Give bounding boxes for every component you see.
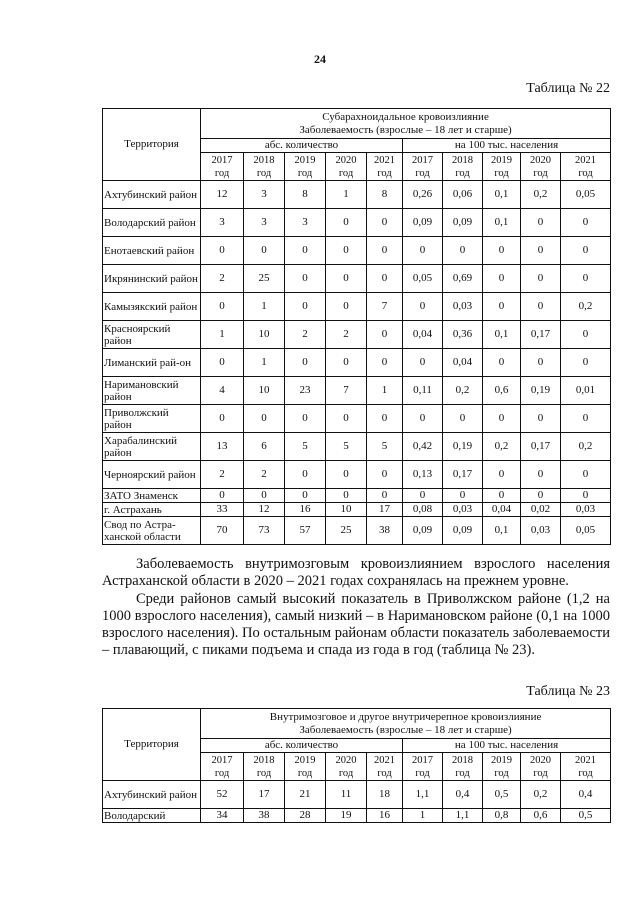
- table-row: [103, 321, 611, 349]
- year-value: 2021: [575, 754, 597, 766]
- value-cell: 0: [367, 489, 403, 503]
- year-header: [443, 153, 483, 181]
- value-cell: 0,1: [483, 321, 521, 349]
- year-header: [201, 153, 244, 181]
- territory-cell: Лиманский рай-он: [103, 349, 201, 377]
- year-value: 2018: [253, 754, 275, 766]
- value-cell: 0: [201, 405, 244, 433]
- year-word: год: [297, 767, 313, 779]
- value-cell: 57: [285, 517, 326, 545]
- value-cell: 0,04: [443, 349, 483, 377]
- value-cell: 0: [561, 405, 611, 433]
- table-row: [103, 181, 611, 209]
- value-cell: 6: [244, 433, 285, 461]
- territory-cell: Камызякский район: [103, 293, 201, 321]
- value-cell: 25: [326, 517, 367, 545]
- year-word: год: [578, 167, 593, 179]
- value-cell: 0: [367, 405, 403, 433]
- year-header: [561, 753, 611, 781]
- value-cell: 0: [201, 489, 244, 503]
- value-cell: 0,05: [403, 265, 443, 293]
- value-cell: 0: [443, 237, 483, 265]
- value-cell: 0,1: [483, 209, 521, 237]
- year-value: 2021: [374, 754, 395, 766]
- value-cell: 0,03: [443, 503, 483, 517]
- year-header: [201, 753, 244, 781]
- value-cell: 0,2: [443, 377, 483, 405]
- value-cell: 5: [285, 433, 326, 461]
- value-cell: 0: [244, 489, 285, 503]
- value-cell: 0: [403, 237, 443, 265]
- value-cell: 70: [201, 517, 244, 545]
- value-cell: 10: [326, 503, 367, 517]
- territory-cell: Ахтубинский район: [103, 181, 201, 209]
- value-cell: 0: [561, 209, 611, 237]
- value-cell: 2: [326, 321, 367, 349]
- value-cell: 0: [285, 349, 326, 377]
- value-cell: 2: [285, 321, 326, 349]
- value-cell: 0,1: [483, 517, 521, 545]
- value-cell: 0,04: [403, 321, 443, 349]
- territory-cell: Володарский район: [103, 209, 201, 237]
- value-cell: 28: [285, 809, 326, 823]
- value-cell: 0: [326, 461, 367, 489]
- value-cell: 3: [244, 209, 285, 237]
- value-cell: 0: [561, 237, 611, 265]
- abs-count-header: абс. количество: [201, 139, 403, 153]
- value-cell: 0: [483, 293, 521, 321]
- territory-cell: г. Астрахань: [103, 503, 201, 517]
- year-header: [403, 753, 443, 781]
- value-cell: 0: [521, 293, 561, 321]
- value-cell: 0,06: [443, 181, 483, 209]
- value-cell: 73: [244, 517, 285, 545]
- value-cell: 12: [244, 503, 285, 517]
- value-cell: 0,5: [483, 781, 521, 809]
- table-row: [103, 377, 611, 405]
- year-header: [285, 753, 326, 781]
- value-cell: 0,03: [521, 517, 561, 545]
- year-value: 2021: [374, 154, 395, 166]
- value-cell: 0: [326, 489, 367, 503]
- table-22-title-line1: Субарахноидальное кровоизлияние: [322, 110, 489, 123]
- value-cell: 0: [367, 461, 403, 489]
- value-cell: 0: [403, 405, 443, 433]
- value-cell: 12: [201, 181, 244, 209]
- table-22-title: [201, 109, 611, 139]
- year-header: [483, 153, 521, 181]
- year-word: год: [297, 167, 313, 179]
- year-value: 2020: [335, 754, 357, 766]
- value-cell: 21: [285, 781, 326, 809]
- year-header: [244, 153, 285, 181]
- value-cell: 10: [244, 321, 285, 349]
- value-cell: 0,01: [561, 377, 611, 405]
- value-cell: 0,04: [483, 503, 521, 517]
- value-cell: 0,69: [443, 265, 483, 293]
- table-23: [102, 708, 611, 823]
- value-cell: 1: [367, 377, 403, 405]
- year-word: год: [415, 767, 430, 779]
- year-header: [521, 153, 561, 181]
- abs-count-header: абс. количество: [201, 739, 403, 753]
- value-cell: 0,02: [521, 503, 561, 517]
- value-cell: 13: [201, 433, 244, 461]
- value-cell: 0,5: [561, 809, 611, 823]
- table-row: [103, 809, 611, 823]
- year-header: [326, 753, 367, 781]
- table-row: [103, 237, 611, 265]
- value-cell: 1: [403, 809, 443, 823]
- value-cell: 18: [367, 781, 403, 809]
- value-cell: 7: [367, 293, 403, 321]
- value-cell: 17: [244, 781, 285, 809]
- value-cell: 0: [285, 461, 326, 489]
- value-cell: 0: [483, 237, 521, 265]
- page-number: 24: [314, 52, 326, 66]
- value-cell: 0: [326, 405, 367, 433]
- value-cell: 0,2: [483, 433, 521, 461]
- table-23-caption: Таблица № 23: [526, 684, 610, 699]
- year-value: 2019: [491, 754, 512, 766]
- value-cell: 1,1: [443, 809, 483, 823]
- value-cell: 0,17: [521, 433, 561, 461]
- year-value: 2019: [294, 154, 316, 166]
- year-header: [561, 153, 611, 181]
- year-word: год: [455, 767, 470, 779]
- territory-header: Территория: [103, 109, 201, 181]
- value-cell: 0: [561, 489, 611, 503]
- table-row: [103, 405, 611, 433]
- table-row: [103, 503, 611, 517]
- year-word: год: [377, 167, 392, 179]
- value-cell: 0: [561, 321, 611, 349]
- table-22: [102, 108, 611, 545]
- year-value: 2017: [412, 154, 433, 166]
- value-cell: 3: [244, 181, 285, 209]
- value-cell: 0: [521, 237, 561, 265]
- value-cell: 0: [443, 489, 483, 503]
- value-cell: 0: [403, 349, 443, 377]
- year-header: [403, 153, 443, 181]
- value-cell: 0,42: [403, 433, 443, 461]
- value-cell: 0,2: [561, 293, 611, 321]
- value-cell: 0,19: [443, 433, 483, 461]
- value-cell: 0,08: [403, 503, 443, 517]
- territory-cell: Енотаевский район: [103, 237, 201, 265]
- value-cell: 1: [244, 349, 285, 377]
- territory-cell: Володарский: [103, 809, 201, 823]
- value-cell: 16: [367, 809, 403, 823]
- table-row: [103, 517, 611, 545]
- year-value: 2017: [412, 754, 433, 766]
- value-cell: 0: [285, 293, 326, 321]
- year-word: год: [338, 767, 354, 779]
- table-23-title-line2: Заболеваемость (взрослые – 18 лет и старше): [299, 723, 512, 736]
- value-cell: 0,17: [443, 461, 483, 489]
- year-header: [326, 153, 367, 181]
- year-word: год: [415, 167, 430, 179]
- value-cell: 0,19: [521, 377, 561, 405]
- table-row: [103, 461, 611, 489]
- value-cell: 0: [483, 405, 521, 433]
- value-cell: 1,1: [403, 781, 443, 809]
- value-cell: 0,4: [443, 781, 483, 809]
- table-row: [103, 293, 611, 321]
- value-cell: 0: [521, 489, 561, 503]
- year-word: год: [533, 767, 548, 779]
- value-cell: 0,05: [561, 517, 611, 545]
- table-row: [103, 349, 611, 377]
- value-cell: 0: [367, 265, 403, 293]
- territory-cell: Икрянинский район: [103, 265, 201, 293]
- value-cell: 10: [244, 377, 285, 405]
- value-cell: 0,09: [443, 209, 483, 237]
- year-word: год: [578, 767, 593, 779]
- value-cell: 0: [483, 461, 521, 489]
- value-cell: 7: [326, 377, 367, 405]
- year-word: год: [377, 767, 392, 779]
- year-word: год: [494, 167, 509, 179]
- value-cell: 0: [521, 405, 561, 433]
- year-value: 2018: [253, 154, 275, 166]
- territory-header: Территория: [103, 709, 201, 781]
- value-cell: 0,09: [443, 517, 483, 545]
- value-cell: 0,36: [443, 321, 483, 349]
- table-23-title: [201, 709, 611, 739]
- year-word: год: [533, 167, 548, 179]
- value-cell: 33: [201, 503, 244, 517]
- value-cell: 0: [483, 349, 521, 377]
- territory-cell: Харабалинский район: [103, 433, 201, 461]
- value-cell: 19: [326, 809, 367, 823]
- territory-cell: Свод по Астра-ханской области: [103, 517, 201, 545]
- value-cell: 0: [521, 461, 561, 489]
- table-row: [103, 781, 611, 809]
- value-cell: 11: [326, 781, 367, 809]
- value-cell: 0: [244, 237, 285, 265]
- year-value: 2018: [452, 754, 473, 766]
- value-cell: 0: [285, 489, 326, 503]
- year-header: [521, 753, 561, 781]
- value-cell: 0: [483, 489, 521, 503]
- value-cell: 0: [403, 293, 443, 321]
- value-cell: 0: [483, 265, 521, 293]
- value-cell: 0: [285, 237, 326, 265]
- value-cell: 0: [244, 405, 285, 433]
- year-word: год: [455, 167, 470, 179]
- year-value: 2020: [530, 154, 551, 166]
- value-cell: 0: [285, 405, 326, 433]
- year-header: [244, 753, 285, 781]
- year-header: [443, 753, 483, 781]
- value-cell: 52: [201, 781, 244, 809]
- value-cell: 5: [326, 433, 367, 461]
- value-cell: 0: [201, 237, 244, 265]
- territory-cell: Ахтубинский район: [103, 781, 201, 809]
- value-cell: 8: [285, 181, 326, 209]
- value-cell: 0: [521, 349, 561, 377]
- year-word: год: [214, 767, 230, 779]
- value-cell: 0: [521, 209, 561, 237]
- value-cell: 0: [326, 349, 367, 377]
- value-cell: 0: [285, 265, 326, 293]
- value-cell: 0: [326, 293, 367, 321]
- year-header: [483, 753, 521, 781]
- year-word: год: [494, 767, 509, 779]
- territory-cell: Черноярский район: [103, 461, 201, 489]
- value-cell: 23: [285, 377, 326, 405]
- table-row: [103, 209, 611, 237]
- value-cell: 0,26: [403, 181, 443, 209]
- per-100k-header: на 100 тыс. населения: [403, 739, 611, 753]
- value-cell: 0: [367, 321, 403, 349]
- value-cell: 0,2: [521, 181, 561, 209]
- value-cell: 1: [244, 293, 285, 321]
- table-row: [103, 433, 611, 461]
- value-cell: 0,03: [561, 503, 611, 517]
- value-cell: 0,2: [521, 781, 561, 809]
- value-cell: 0: [367, 237, 403, 265]
- value-cell: 0,09: [403, 517, 443, 545]
- value-cell: 0: [561, 349, 611, 377]
- value-cell: 0: [326, 265, 367, 293]
- value-cell: 0,13: [403, 461, 443, 489]
- year-value: 2020: [335, 154, 357, 166]
- year-value: 2019: [491, 154, 512, 166]
- territory-cell: Красноярский район: [103, 321, 201, 349]
- year-word: год: [338, 167, 354, 179]
- table-row: [103, 265, 611, 293]
- value-cell: 8: [367, 181, 403, 209]
- value-cell: 0,2: [561, 433, 611, 461]
- year-header: [367, 753, 403, 781]
- territory-cell: ЗАТО Знаменск: [103, 489, 201, 503]
- value-cell: 0: [367, 209, 403, 237]
- paragraph-2: Среди районов самый высокий показатель в Приволжском районе (1,2 на 1000 взрослого населения), самый низкий – в Наримановском районе (0,1 на 1000 взрослого населения). По остальным районам области показатель заболеваемости – плавающий, с пиками подъема и спада из года в год (таблица № 23).: [102, 591, 610, 658]
- value-cell: 3: [285, 209, 326, 237]
- value-cell: 38: [244, 809, 285, 823]
- value-cell: 0: [367, 349, 403, 377]
- year-word: год: [256, 167, 272, 179]
- value-cell: 0,1: [483, 181, 521, 209]
- territory-cell: Приволжский район: [103, 405, 201, 433]
- year-word: год: [214, 167, 230, 179]
- value-cell: 0: [443, 405, 483, 433]
- year-value: 2019: [294, 754, 316, 766]
- value-cell: 0,05: [561, 181, 611, 209]
- value-cell: 1: [201, 321, 244, 349]
- value-cell: 34: [201, 809, 244, 823]
- value-cell: 25: [244, 265, 285, 293]
- table-23-title-line1: Внутримозговое и другое внутричерепное кровоизлияние: [269, 710, 542, 723]
- year-value: 2021: [575, 154, 597, 166]
- value-cell: 0: [561, 461, 611, 489]
- value-cell: 3: [201, 209, 244, 237]
- year-header: [367, 153, 403, 181]
- year-value: 2017: [211, 154, 233, 166]
- table-row: [103, 489, 611, 503]
- territory-cell: Наримановский район: [103, 377, 201, 405]
- value-cell: 0,6: [521, 809, 561, 823]
- year-value: 2020: [530, 754, 551, 766]
- value-cell: 0: [201, 293, 244, 321]
- value-cell: 0,4: [561, 781, 611, 809]
- value-cell: 38: [367, 517, 403, 545]
- per-100k-header: на 100 тыс. населения: [403, 139, 611, 153]
- table-22-caption: Таблица № 22: [526, 81, 610, 96]
- value-cell: 0,8: [483, 809, 521, 823]
- year-word: год: [256, 767, 272, 779]
- year-value: 2018: [452, 154, 473, 166]
- value-cell: 0,09: [403, 209, 443, 237]
- value-cell: 5: [367, 433, 403, 461]
- year-header: [285, 153, 326, 181]
- value-cell: 0: [521, 265, 561, 293]
- paragraph-1: Заболеваемость внутримозговым кровоизлиянием взрослого населения Астраханской области в 2020 – 2021 годах сохранялась на прежнем уровне.: [102, 556, 610, 589]
- value-cell: 0,03: [443, 293, 483, 321]
- value-cell: 0: [561, 265, 611, 293]
- value-cell: 16: [285, 503, 326, 517]
- value-cell: 4: [201, 377, 244, 405]
- year-value: 2017: [211, 754, 233, 766]
- value-cell: 2: [201, 461, 244, 489]
- value-cell: 0,17: [521, 321, 561, 349]
- value-cell: 2: [201, 265, 244, 293]
- value-cell: 2: [244, 461, 285, 489]
- value-cell: 1: [326, 181, 367, 209]
- table-22-title-line2: Заболеваемость (взрослые – 18 лет и старше): [299, 123, 512, 136]
- value-cell: 0: [201, 349, 244, 377]
- value-cell: 0: [326, 237, 367, 265]
- value-cell: 0: [326, 209, 367, 237]
- value-cell: 0,6: [483, 377, 521, 405]
- value-cell: 0: [403, 489, 443, 503]
- value-cell: 17: [367, 503, 403, 517]
- value-cell: 0,11: [403, 377, 443, 405]
